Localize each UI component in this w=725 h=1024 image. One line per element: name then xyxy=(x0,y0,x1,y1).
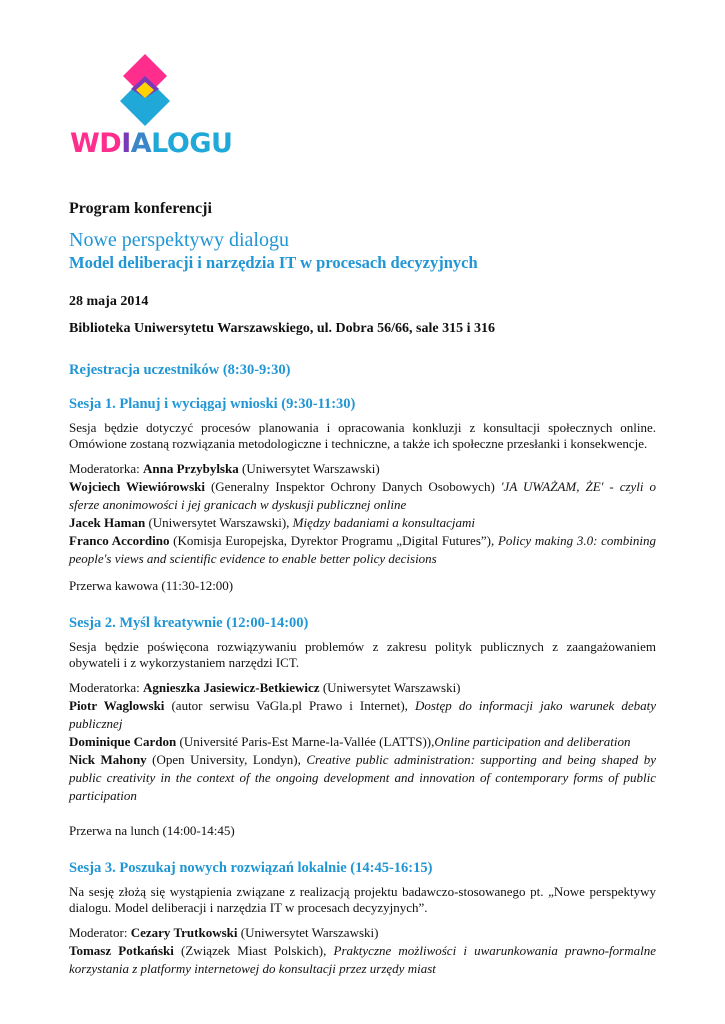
logo-letter: W xyxy=(70,128,100,159)
speaker-entry: Franco Accordino (Komisja Europejska, Dyrektor Programu „Digital Futures”), Policy making 3.0: combining people's views and scientific evidence to enable better policy decisions xyxy=(69,533,656,566)
speaker-entry: Tomasz Potkański (Związek Miast Polskich), Praktyczne możliwości i uwarunkowania prawno-formalne korzystania z platformy internetowej do konsultacji przez urzędy miast xyxy=(69,943,656,976)
event-date: 28 maja 2014 xyxy=(69,294,149,309)
session-description: Sesja będzie poświęcona rozwiązywaniu problemów z zakresu polityk publicznych z zaangażowaniem obywateli i z wykorzystaniem narzędzi ICT. xyxy=(69,639,656,670)
speaker-entry: Dominique Cardon (Université Paris-Est Marne-la-Vallée (LATTS)),Online participation and deliberation xyxy=(69,734,631,749)
speaker-entry: Jacek Haman (Uniwersytet Warszawski), Między badaniami a konsultacjami xyxy=(69,515,475,530)
session-speakers xyxy=(69,924,656,978)
moderator: Moderatorka: Agnieszka Jasiewicz-Betkiewicz (Uniwersytet Warszawski) xyxy=(69,680,461,695)
speaker-entry: Wojciech Wiewiórowski (Generalny Inspektor Ochrony Danych Osobowych) 'JA UWAŻAM, ŻE' - czyli o sferze anonimowości i jej granicach w dyskusji publicznej online xyxy=(69,479,657,512)
speaker-entry: Piotr Waglowski (autor serwisu VaGla.pl Prawo i Internet), Dostęp do informacji jako warunek debaty publicznej xyxy=(69,698,656,731)
doc-label: Program konferencji xyxy=(69,200,212,217)
session-3 xyxy=(69,859,656,978)
session-title: Sesja 3. Poszukaj nowych rozwiązań lokalnie (14:45-16:15) xyxy=(69,860,433,876)
logo-mark-icon xyxy=(70,52,230,132)
document-body xyxy=(69,199,656,978)
session-description: Na sesję złożą się wystąpienia związane z realizacją projektu badawczo-stosowanego pt. „Nowe perspektywy dialogu. Model deliberacji i narzędzia IT w procesach decyzyjnych”. xyxy=(69,884,656,915)
session-description: Sesja będzie dotyczyć procesów planowania i opracowania konkluzji z konsultacji społecznych online. Omówione zostaną rozwiązania metodologiczne i techniczne, a także ich społeczne przesłanki i konsekwencje. xyxy=(69,420,656,451)
logo-letter: G xyxy=(189,128,212,159)
session-speakers xyxy=(69,679,656,805)
logo-letter: O xyxy=(166,128,190,159)
page-subtitle: Model deliberacji i narzędzia IT w procesach decyzyjnych xyxy=(69,253,478,272)
logo-letter: A xyxy=(130,128,152,159)
event-venue: Biblioteka Uniwersytetu Warszawskiego, ul. Dobra 56/66, sale 315 i 316 xyxy=(69,321,495,336)
logo-letter: D xyxy=(99,128,122,159)
moderator: Moderator: Cezary Trutkowski (Uniwersytet Warszawski) xyxy=(69,925,379,940)
logo xyxy=(70,52,233,162)
coffee-break: Przerwa kawowa (11:30-12:00) xyxy=(69,578,234,593)
session-title: Sesja 1. Planuj i wyciągaj wnioski (9:30-11:30) xyxy=(69,396,356,412)
page-title: Nowe perspektywy dialogu xyxy=(69,229,289,251)
session-title: Sesja 2. Myśl kreatywnie (12:00-14:00) xyxy=(69,615,309,631)
moderator: Moderatorka: Anna Przybylska (Uniwersytet Warszawski) xyxy=(69,461,380,476)
session-2 xyxy=(69,614,656,839)
session-speakers xyxy=(69,460,656,568)
logo-letter: L xyxy=(151,128,167,159)
logo-wordmark xyxy=(70,130,232,157)
logo-letter: U xyxy=(211,128,233,159)
logo-letter: I xyxy=(121,128,131,159)
session-1 xyxy=(69,395,656,594)
lunch-break: Przerwa na lunch (14:00-14:45) xyxy=(69,823,235,838)
speaker-entry: Nick Mahony (Open University, Londyn), Creative public administration: supporting and being shaped by public creativity in the context of the ongoing development and innovation of contemporary forms of public participation xyxy=(69,752,656,803)
registration-heading: Rejestracja uczestników (8:30-9:30) xyxy=(69,362,291,378)
